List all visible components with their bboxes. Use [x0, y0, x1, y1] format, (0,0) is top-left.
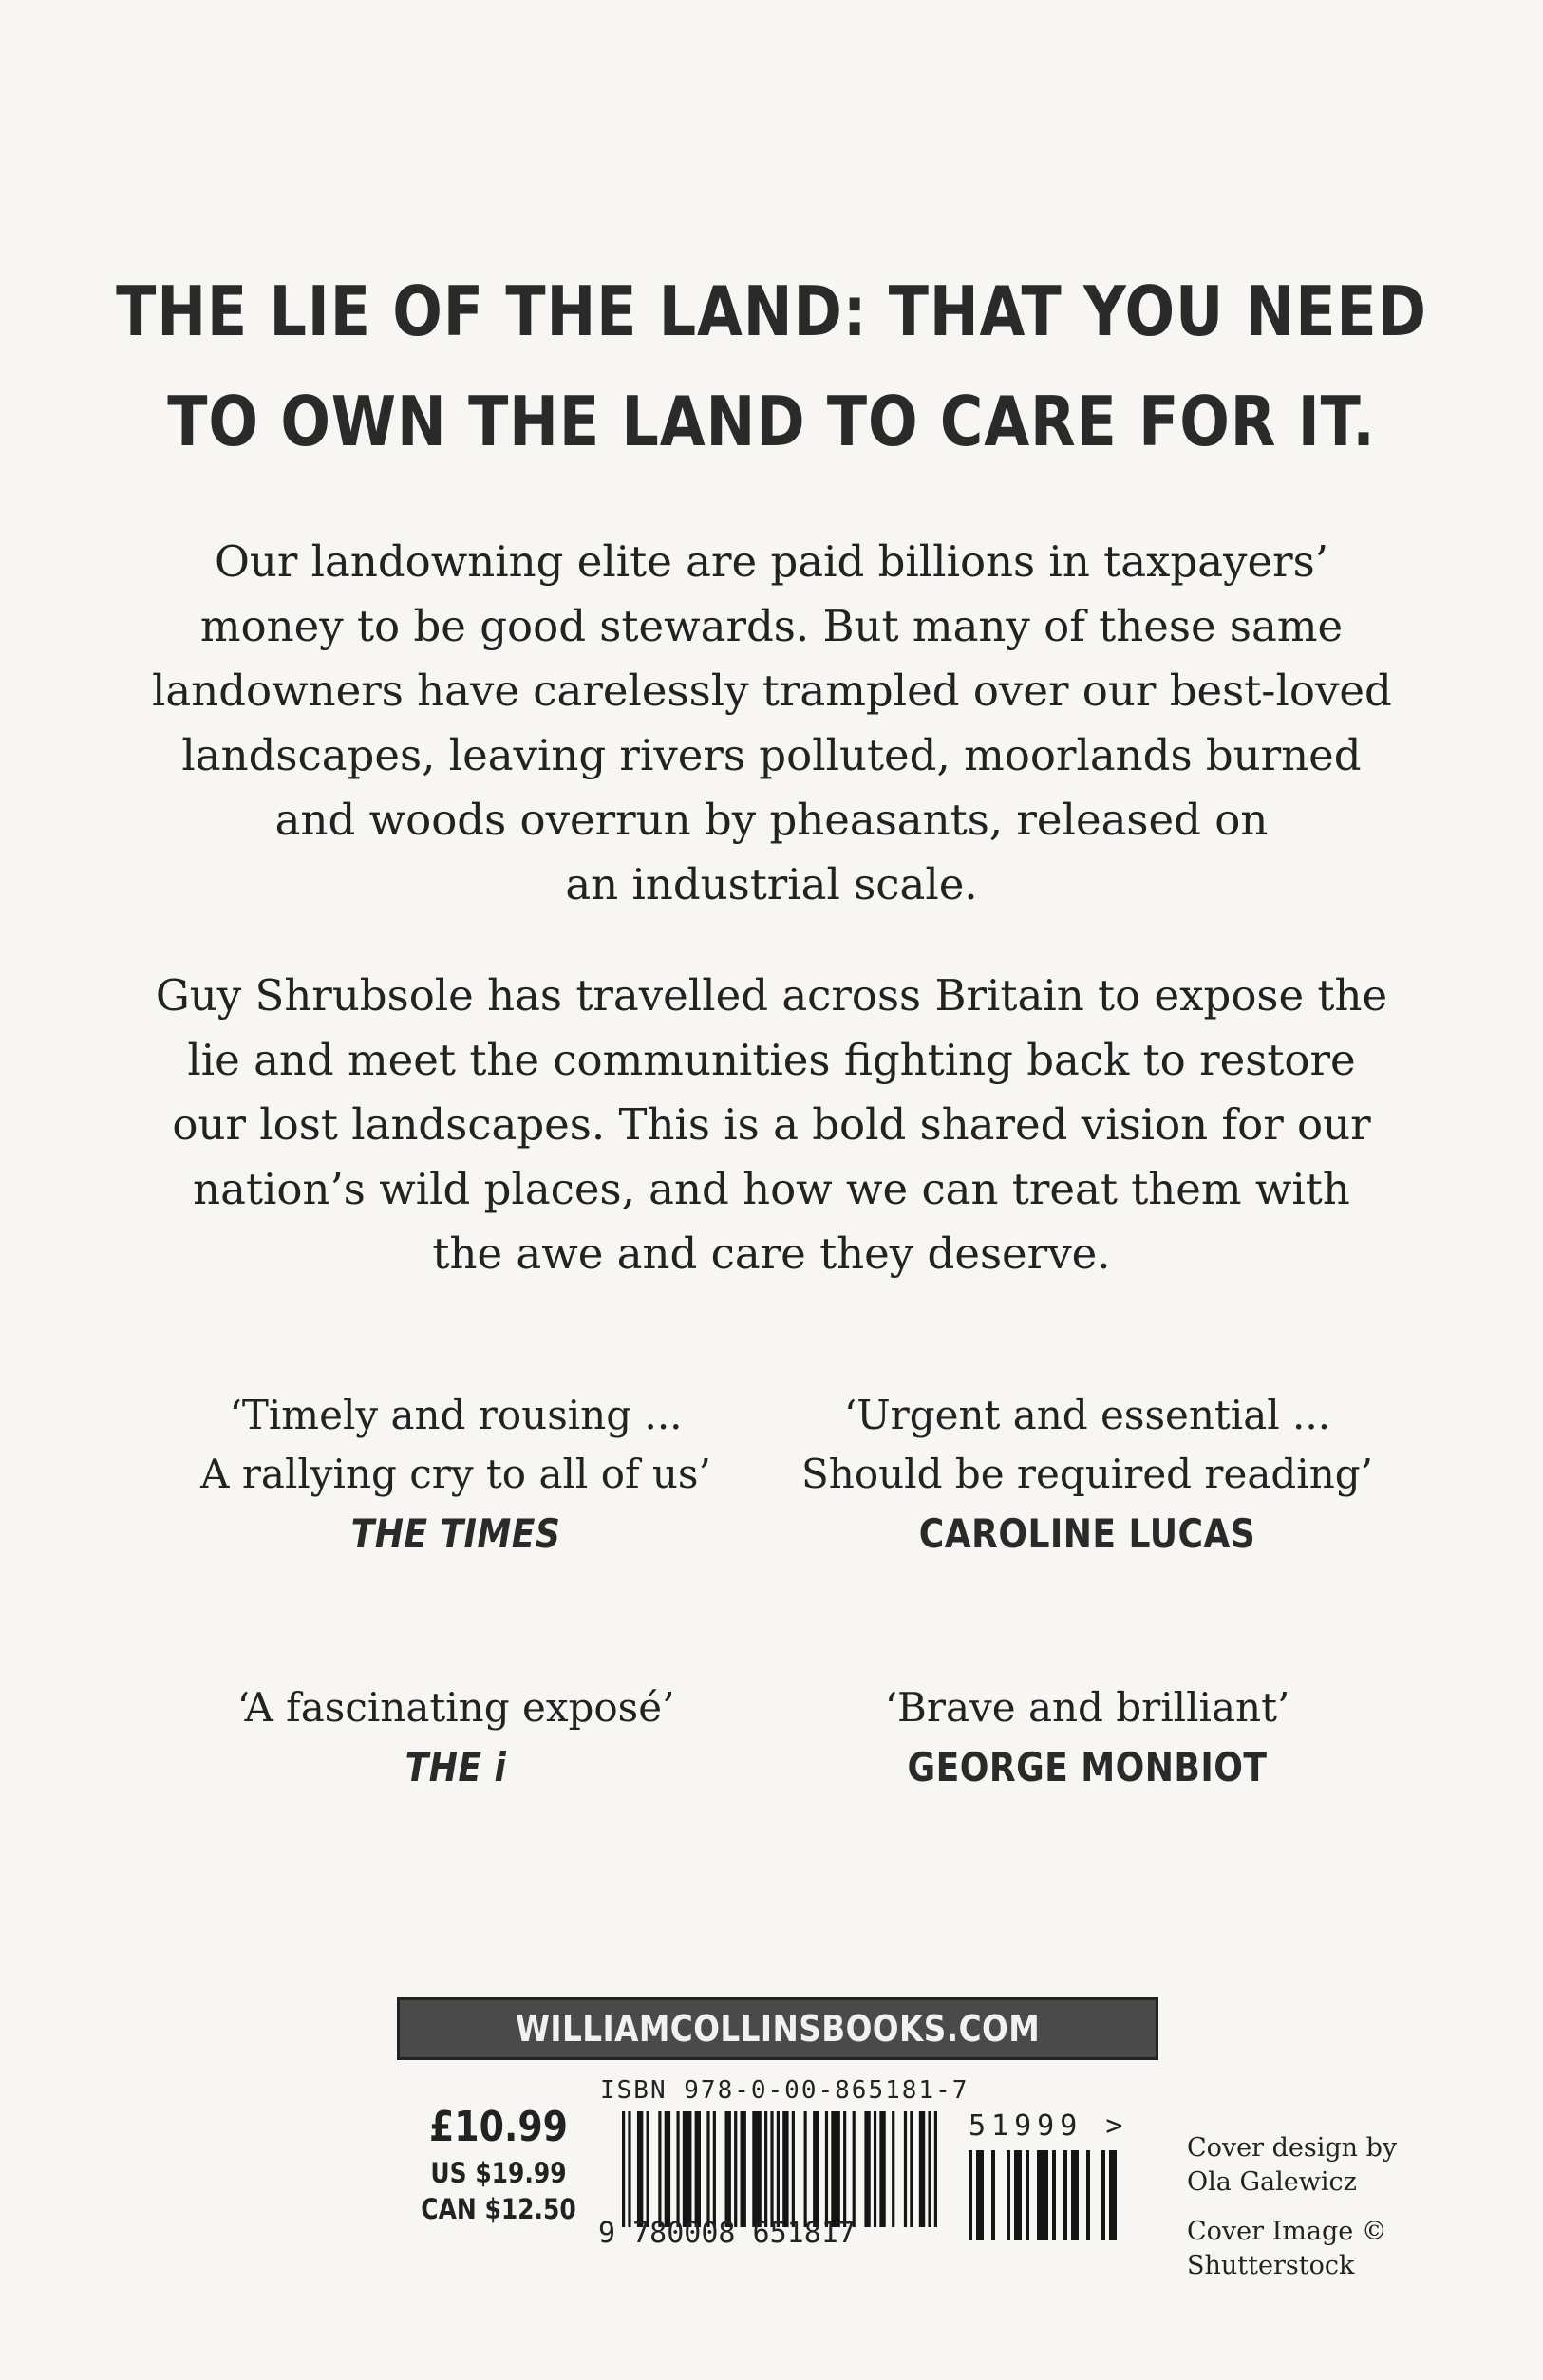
- quote-line: ‘Brave and brilliant’: [884, 1684, 1290, 1731]
- blurb-line: nation’s wild places, and how we can treat them with: [193, 1164, 1350, 1214]
- blurb-line: an industrial scale.: [565, 859, 978, 909]
- review-quote-the-i: [114, 1678, 798, 1798]
- barcode-addon: [969, 2150, 1120, 2240]
- price-usd: US $19.99: [430, 2157, 567, 2189]
- price-gbp: £10.99: [428, 2103, 569, 2151]
- website-url: WILLIAMCOLLINSBOOKS.COM: [515, 2008, 1041, 2050]
- credit-image-line-1: Cover Image ©: [1187, 2217, 1387, 2246]
- blurb-line: our lost landscapes. This is a bold shared vision for our: [172, 1099, 1371, 1150]
- cover-credits: [1187, 2131, 1397, 2283]
- headline: [108, 256, 1436, 477]
- price-block: [408, 2100, 589, 2227]
- quote-line: A rallying cry to all of us’: [200, 1451, 711, 1497]
- blurb-line: lie and meet the communities fighting back to restore: [187, 1035, 1356, 1085]
- credit-design-line-1: Cover design by: [1187, 2133, 1398, 2163]
- quote-line: Should be required reading’: [801, 1451, 1373, 1497]
- blurb-line: the awe and care they deserve.: [432, 1228, 1111, 1279]
- blurb-line: Guy Shrubsole has travelled across Britain to expose the: [155, 970, 1388, 1021]
- review-quote-caroline-lucas: [745, 1386, 1429, 1565]
- quote-source: THE i: [405, 1744, 507, 1790]
- quote-source: GEORGE MONBIOT: [907, 1744, 1268, 1790]
- credit-design-line-2: Ola Galewicz: [1187, 2167, 1357, 2197]
- barcode-main: [622, 2111, 937, 2227]
- headline-line-2: TO OWN THE LAND TO CARE FOR IT.: [167, 382, 1376, 461]
- headline-line-1: THE LIE OF THE LAND: THAT YOU NEED: [116, 272, 1427, 351]
- barcode-digits: 9 780008 651817: [598, 2217, 856, 2250]
- credit-image-line-2: Shutterstock: [1187, 2251, 1355, 2280]
- website-banner: [397, 1997, 1158, 2060]
- quote-line: ‘A fascinating exposé’: [236, 1684, 675, 1731]
- quote-line: ‘Timely and rousing ...: [229, 1392, 683, 1438]
- review-quote-george-monbiot: [745, 1678, 1429, 1798]
- blurb-paragraph-1: [152, 530, 1391, 917]
- quote-source: CAROLINE LUCAS: [918, 1510, 1256, 1557]
- barcode-addon-digits: 51999 >: [969, 2109, 1129, 2143]
- quote-source: THE TIMES: [350, 1510, 561, 1557]
- blurb-line: landowners have carelessly trampled over our best-loved: [152, 665, 1392, 716]
- blurb-line: landscapes, leaving rivers polluted, moorlands burned: [181, 730, 1362, 780]
- review-quote-times: [114, 1386, 798, 1565]
- blurb-line: money to be good stewards. But many of these same: [199, 601, 1344, 651]
- blurb-paragraph-2: [152, 964, 1391, 1286]
- blurb-line: Our landowning elite are paid billions in taxpayers’: [214, 536, 1329, 587]
- blurb-line: and woods overrun by pheasants, released on: [274, 795, 1269, 845]
- isbn-label: ISBN 978-0-00-865181-7: [600, 2076, 969, 2105]
- quote-line: ‘Urgent and essential ...: [843, 1392, 1331, 1438]
- price-can: CAN $12.50: [421, 2193, 576, 2225]
